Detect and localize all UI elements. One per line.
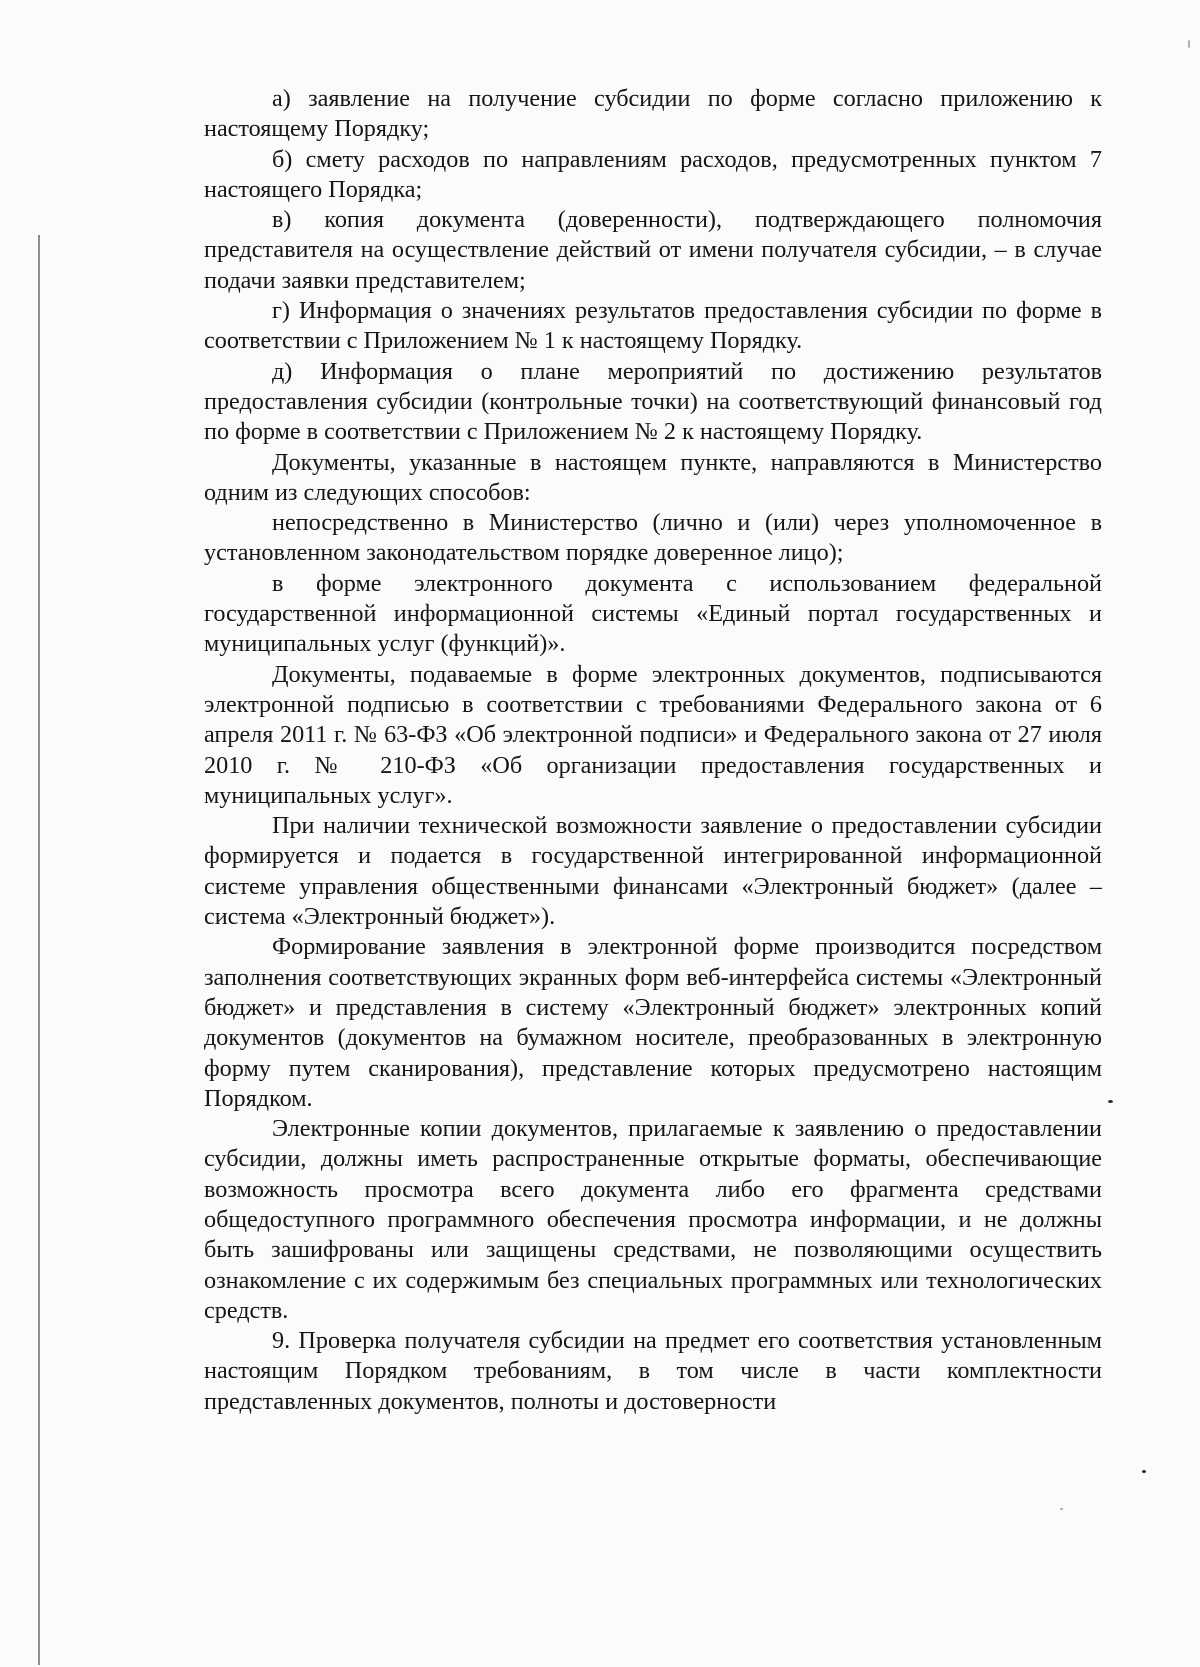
paragraph-submission-intro: Документы, указанные в настоящем пункте, направляются в Министерство одним из следующих способов:	[204, 448, 1102, 506]
paragraph-section-9: 9. Проверка получателя субсидии на предмет его соответствия установленным настоящим Порядком требованиям, в том числе в части комплектности представленных документов, полноты и достоверности	[204, 1327, 1102, 1415]
document-body	[204, 84, 1102, 1417]
scan-speck	[1188, 40, 1190, 48]
scan-edge-line	[38, 235, 40, 1665]
paragraph-item-v: в) копия документа (доверенности), подтверждающего полномочия представителя на осуществление действий от имени получателя субсидии, – в случае подачи заявки представителем;	[204, 206, 1102, 294]
paragraph-electronic-budget: При наличии технической возможности заявление о предоставлении субсидии формируется и подается в государственной интегрированной информационной системе управления общественными финансами «Электронный бюджет» (далее – система «Электронный бюджет»).	[204, 812, 1102, 931]
paragraph-submission-electronic: в форме электронного документа с использованием федеральной государственной информационной системы «Единый портал государственных и муниципальных услуг (функций)».	[204, 569, 1102, 658]
scan-speck	[1060, 1508, 1063, 1510]
paragraph-item-b: б) смету расходов по направлениям расходов, предусмотренных пунктом 7 настоящего Порядка;	[204, 145, 1102, 203]
scan-speck	[1142, 1470, 1146, 1473]
paragraph-item-g: г) Информация о значениях результатов предоставления субсидии по форме в соответствии с Приложением № 1 к настоящему Порядку.	[204, 297, 1102, 355]
paragraph-item-a: а) заявление на получение субсидии по форме согласно приложению к настоящему Порядку;	[204, 85, 1102, 143]
paragraph-application-forming: Формирование заявления в электронной форме производится посредством заполнения соответствующих экранных форм веб-интерфейса системы «Электронный бюджет» и представления в систему «Электронный бюджет» электронных копий документов (документов на бумажном носителе, преобразованных в электронную форму путем сканирования), представление которых предусмотрено настоящим Порядком.	[204, 933, 1102, 1112]
scan-speck	[1108, 1100, 1113, 1103]
paragraph-electronic-copies: Электронные копии документов, прилагаемые к заявлению о предоставлении субсидии, должны иметь распространенные открытые форматы, обеспечивающие возможность просмотра всего документа либо его фрагмента средствами общедоступного программного обеспечения просмотра информации, и не должны быть зашифрованы или защищены средствами, не позволяющими осуществить ознакомление с их содержимым без специальных программных или технологических средств.	[204, 1115, 1102, 1324]
paragraph-electronic-signature: Документы, подаваемые в форме электронных документов, подписываются электронной подписью в соответствии с требованиями Федерального закона от 6 апреля 2011 г. № 63-ФЗ «Об электронной подписи» и Федерального закона от 27 июля 2010 г. № 210-ФЗ «Об организации предоставления государственных и муниципальных услуг».	[204, 660, 1102, 809]
paragraph-item-d: д) Информация о плане мероприятий по достижению результатов предоставления субсидии (контрольные точки) на соответствующий финансовый год по форме в соответствии с Приложением № 2 к настоящему Порядку.	[204, 357, 1102, 446]
paragraph-submission-in-person: непосредственно в Министерство (лично и (или) через уполномоченное в установленном законодательством порядке доверенное лицо);	[204, 509, 1102, 567]
